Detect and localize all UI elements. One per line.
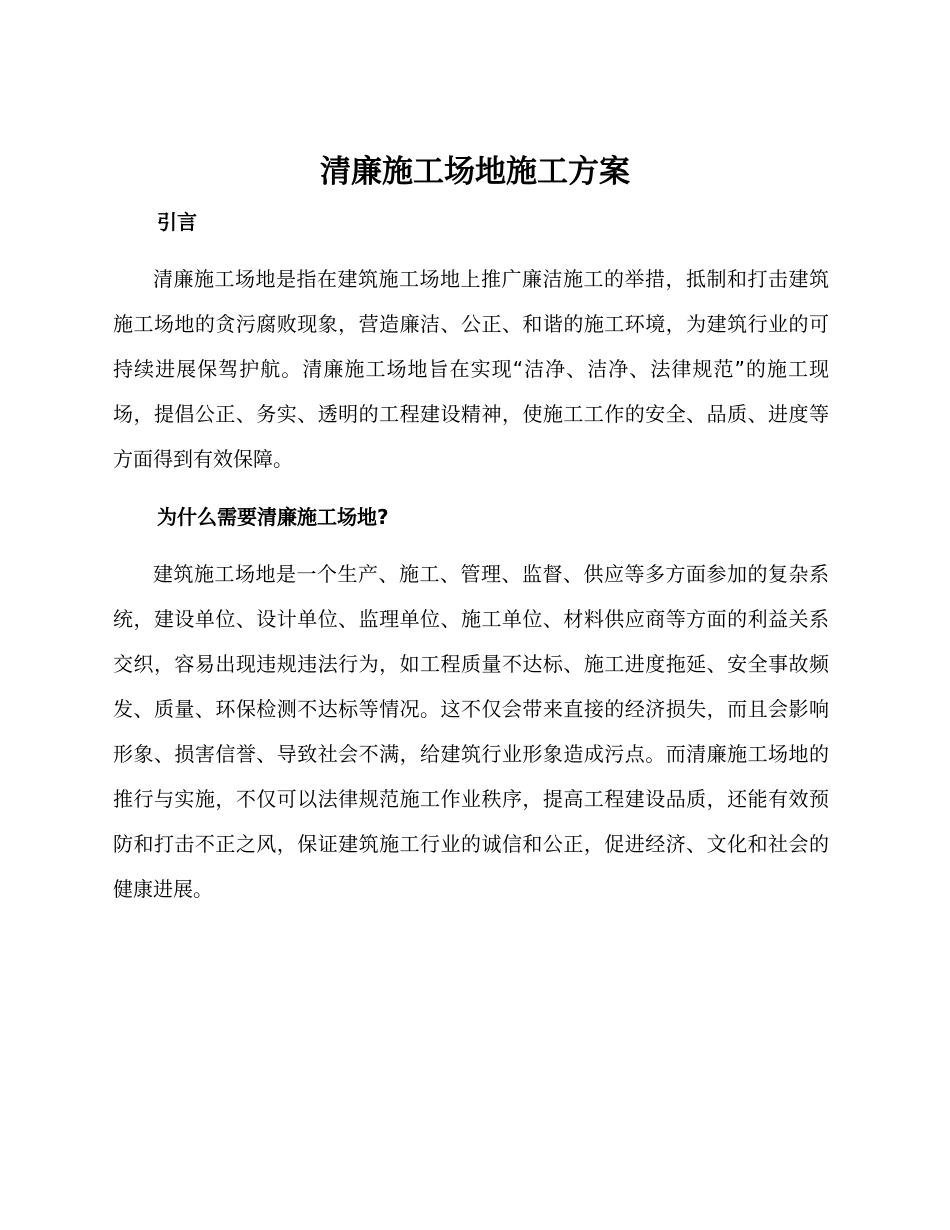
why-needed-paragraph: 建筑施工场地是一个生产、施工、管理、监督、供应等多方面参加的复杂系统，建设单位、设计单位、监理单位、施工单位、材料供应商等方面的利益关系交织，容易出现违规违法行为，如工程质量不达标、施工进度拖延、安全事故频发、质量、环保检测不达标等情况。这不仅会带来直接的经济损失，而且会影响形象、损害信誉、导致社会不满，给建筑行业形象造成污点。而清廉施工场地的推行与实施，不仅可以法律规范施工作业秩序，提高工程建设品质，还能有效预防和打击不正之风，保证建筑施工行业的诚信和公正，促进经济、文化和社会的健康进展。	[113, 562, 829, 901]
section-heading-introduction: 引言	[157, 210, 197, 234]
introduction-paragraph: 清廉施工场地是指在建筑施工场地上推广廉洁施工的举措，抵制和打击建筑施工场地的贪污腐败现象，营造廉洁、公正、和谐的施工环境，为建筑行业的可持续进展保驾护航。清廉施工场地旨在实现“洁净、洁净、法律规范”的施工现场，提倡公正、务实、透明的工程建设精神，使施工工作的安全、品质、进度等方面得到有效保障。	[113, 267, 829, 471]
section-heading-why-needed: 为什么需要清廉施工场地?	[157, 505, 389, 529]
document-title: 清廉施工场地施工方案	[320, 154, 630, 190]
